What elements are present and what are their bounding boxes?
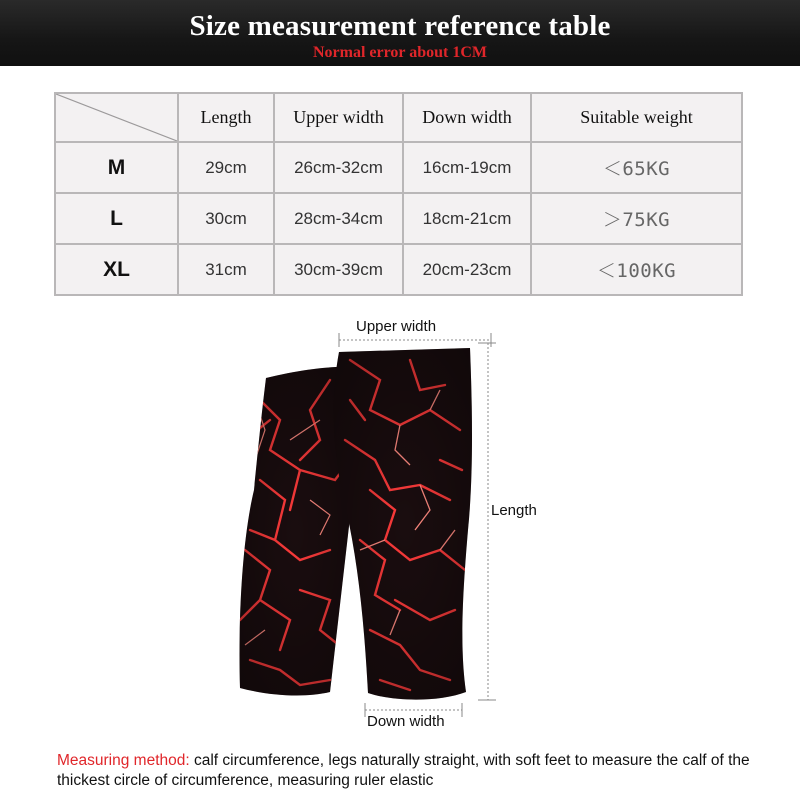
upper-width-value: 26cm-32cm (274, 142, 403, 193)
column-header-suitable-weight: Suitable weight (531, 93, 742, 142)
size-label: L (55, 193, 178, 244)
title-banner (0, 0, 800, 66)
down-width-value: 16cm-19cm (403, 142, 531, 193)
down-width-label: Down width (367, 713, 445, 730)
table-row (55, 142, 742, 193)
measuring-method-note (57, 751, 777, 791)
size-table (54, 92, 743, 296)
length-value: 31cm (178, 244, 274, 295)
column-header-length: Length (178, 93, 274, 142)
corner-cell (55, 93, 178, 142)
table-header-row (55, 93, 742, 142)
length-label: Length (491, 502, 537, 519)
weight-value: ＞75KG (531, 193, 742, 244)
table-row (55, 244, 742, 295)
calf-sleeves-illustration (0, 300, 800, 740)
table-row (55, 193, 742, 244)
size-label: M (55, 142, 178, 193)
down-width-value: 18cm-21cm (403, 193, 531, 244)
weight-value: ＜65KG (531, 142, 742, 193)
upper-width-value: 28cm-34cm (274, 193, 403, 244)
weight-value: ＜100KG (531, 244, 742, 295)
column-header-down-width: Down width (403, 93, 531, 142)
page-title: Size measurement reference table (189, 10, 611, 42)
measuring-method-text: calf circumference, legs naturally straight, with soft feet to measure the calf of the thickest circle of circumference, measuring ruler elastic (57, 752, 750, 789)
diagonal-divider (56, 94, 177, 141)
upper-width-label: Upper width (356, 318, 437, 335)
length-value: 29cm (178, 142, 274, 193)
column-header-upper-width: Upper width (274, 93, 403, 142)
length-value: 30cm (178, 193, 274, 244)
product-figure (0, 300, 800, 740)
upper-width-dimension (339, 333, 491, 347)
error-note: Normal error about 1CM (312, 44, 488, 61)
measuring-method-label: Measuring method: (57, 752, 190, 769)
upper-width-value: 30cm-39cm (274, 244, 403, 295)
size-label: XL (55, 244, 178, 295)
down-width-value: 20cm-23cm (403, 244, 531, 295)
length-dimension (478, 343, 496, 700)
